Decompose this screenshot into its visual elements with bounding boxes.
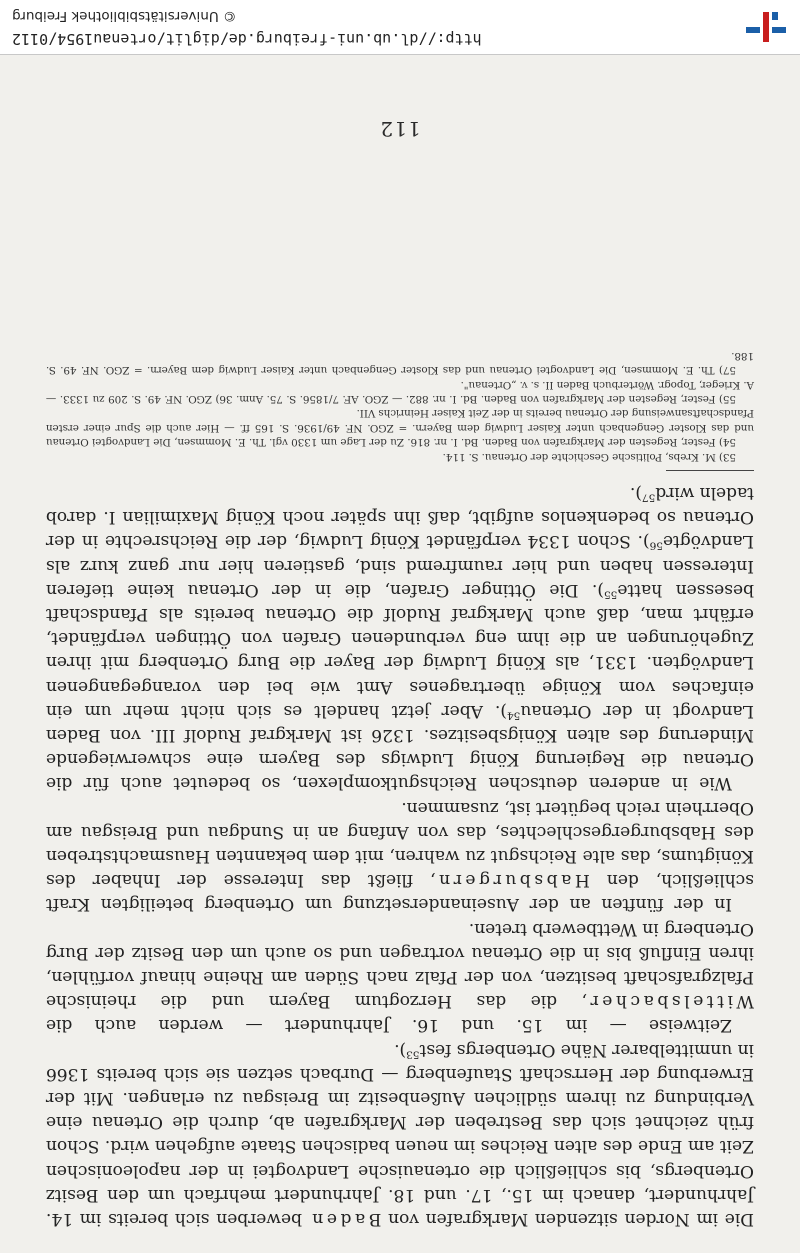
body-text: [46, 348, 754, 1231]
copyright-notice: © Universitätsbibliothek Freiburg: [12, 8, 237, 24]
footnotes: [46, 348, 754, 463]
paragraph-4: Wie in anderen deutschen Reichsgutkomplexen, so bedeutet auch für die Ortenau die Regierung König Ludwigs des Bayern eine schwerwiegende Minderung des alten Königsbesitzes. 1326 ist Markgraf Rudolf III. von Baden Landvogt in der Ortenau$^{54}$). Aber jetzt handelt es sich nicht mehr um ein einfaches vom Könige übertragenes Amt wie bei den vorangegangenen Landvögten. 1331, als König Ludwig der Bayer die Burg Ortenberg mit ihren Zugehörungen an die ihm eng verbundenen Grafen von Öttingen verpfändet, erfährt man, daß auch Markgraf Rudolf die Ortenau bereits als Pfandschaft besessen hatte$^{55}$). Die Öttinger Grafen, die in der Ortenau keine tieferen Interessen haben und hier raumfremd sind, gastieren hier nur ganz kurz als Landvögte$^{56}$). Schon 1334 verpfändet König Ludwig, der die Reichsrechte in der Ortenau so bedenkenlos aufgibt, daß ihn später noch König Maximilian I. darob tadeln wird$^{57}$).: [46, 482, 754, 794]
footnote-54: 54) Fester, Regesten der Markgrafen von Baden. Bd. I. nr. 816. Zu der Lage um 1330 vgl. Th. E. Mommsen, Die Landvogtei Ortenau und das Kloster Gengenbach unter Kaiser Ludwig dem Bayern. = ZGO. NF. 49/1936. S. 165 ff. — Hier auch die Spur einer ersten Pfandschaftsanweisung der Ortenau bereits in der Zeit Kaiser Heinrichs VII.: [46, 407, 754, 449]
paragraph-3: In der fünften an der Auseinandersetzung um Ortenberg beteiligten Kraft schließlich, den Habsburgern, fließt das Interesse der Inhaber des Königtums, das alte Reichsgut zu wahren, mit dem bekannten Hausmachtstreben des Habsburgergeschlechtes, das von Anfang an in Sundgau und Breisgau am Oberrhein reich begütert ist, zusammen.: [46, 797, 754, 915]
scanned-page: [0, 55, 800, 1253]
page-number: 112: [379, 117, 421, 141]
viewer-footer: [0, 0, 800, 55]
paragraph-1: Die im Norden sitzenden Markgrafen von Baden bewerben sich bereits im 14. Jahrhundert, danach im 15., 17. und 18. Jahrhundert mehrfach um den Besitz Ortenbergs, bis schließlich die ortenauische Landvogtei in der napoleonischen Zeit am Ende des alten Reiches im neuen badischen Staate aufgehen wird. Schon früh zeichnet sich das Bestreben der Markgrafen ab, durch die Ortenau eine Verbindung zu ihrem südlichen Außenbesitz im Breisgau zu erlangen. Mit der Erwerbung der Herrschaft Staufenberg — Durbach setzen sie sich bereits 1366 in unmittelbarer Nähe Ortenbergs fest$^{53}$).: [46, 1039, 754, 1229]
footnote-55: 55) Fester, Regesten der Markgrafen von Baden. Bd. I. nr. 882. — ZGO. AF. 7/1856. S. 75. Anm. 36) ZGO. NF. 49. S. 209 zu 1333. — A. Krieger, Topogr. Wörterbuch Baden II. s. v. „Ortenau".: [46, 378, 754, 406]
paragraph-2: Zeitweise — im 15. und 16. Jahrhundert — werden auch die Wittelsbacher, die das Herzogtum Bayern und die rheinische Pfalzgrafschaft besitzen, von der Pfalz nach Süden am Rheine hinauf vorfühlen, ihren Einfluß bis in die Ortenau vortragen und so auch um den Besitz der Burg Ortenberg in Wettbewerb treten.: [46, 918, 754, 1036]
footnote-divider: [666, 470, 754, 471]
university-logo-icon[interactable]: [746, 12, 786, 42]
footnote-57: 57) Th. E. Mommsen, Die Landvogtei Ortenau und das Kloster Gengenbach unter Kaiser Ludwig dem Bayern. = ZGO. NF. 49. S. 188.: [46, 349, 754, 377]
document-url-link[interactable]: http://dl.ub.uni-freiburg.de/diglit/ortenau1954/0112: [12, 30, 482, 48]
footnote-53: 53) M. Krebs, Politische Geschichte der Ortenau. S. 114.: [442, 450, 736, 463]
